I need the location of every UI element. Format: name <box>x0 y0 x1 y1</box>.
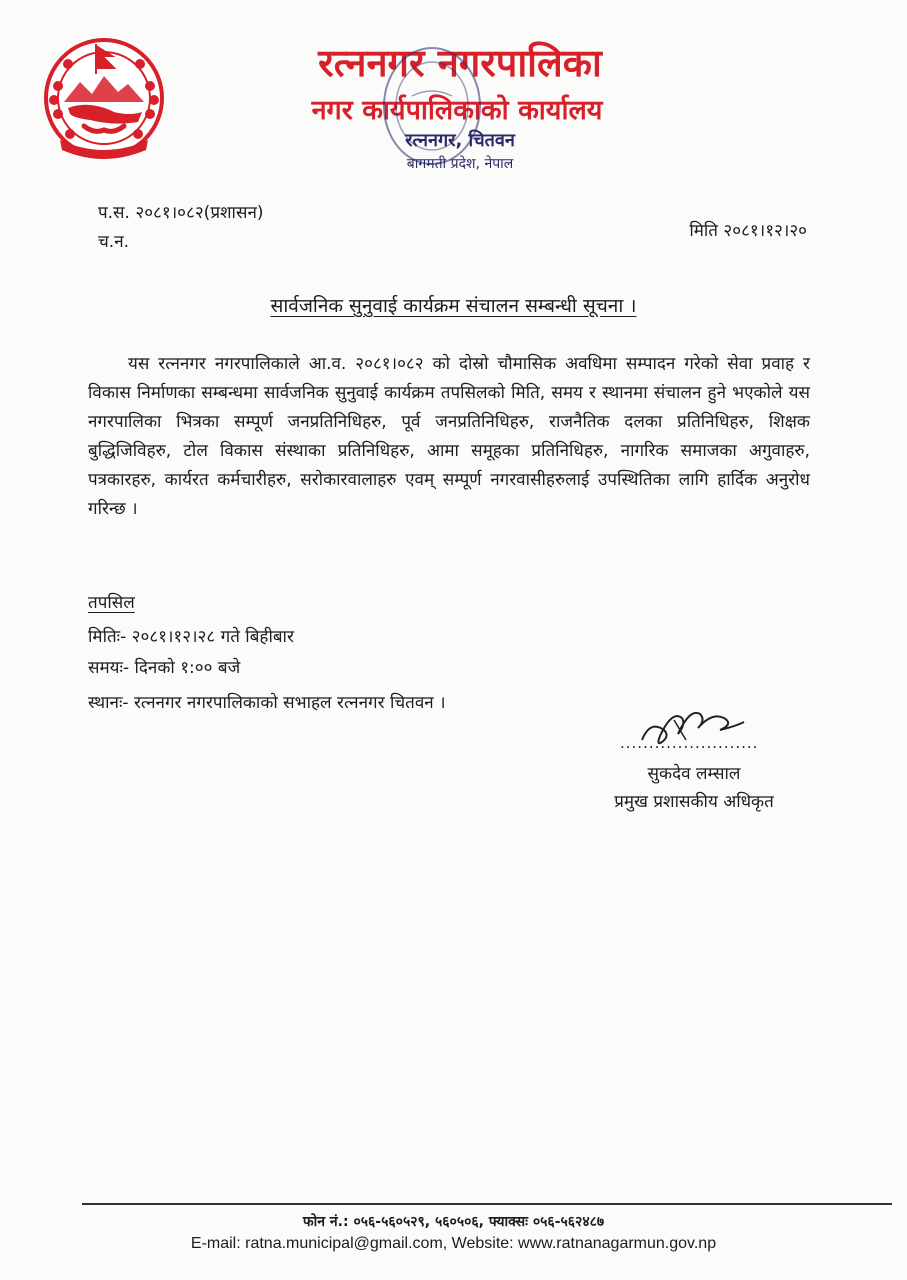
signatory-title: प्रमुख प्रशासकीय अधिकृत <box>614 792 774 812</box>
subject-line <box>0 292 907 320</box>
footer-phone: फोन नं.: ०५६-५६०५२९, ५६०५०६, फ्याक्सः ०५६-५६२४८७ <box>302 1214 605 1230</box>
details-heading: तपसिल <box>88 593 135 613</box>
event-date: मितिः- २०८१।१२।२८ गते बिहीबार <box>88 627 294 647</box>
subject-text: सार्वजनिक सुनुवाई कार्यक्रम संचालन सम्बन्धी सूचना । <box>270 295 637 317</box>
footer-divider <box>82 1203 892 1205</box>
event-time: समयः- दिनको १:०० बजे <box>88 658 241 678</box>
footer-contact: E-mail: ratna.municipal@gmail.com, Website: www.ratnanagarmun.gov.np <box>190 1235 717 1252</box>
signatory-name: सुकदेव लम्साल <box>647 764 741 784</box>
notice-body: यस रत्ननगर नगरपालिकाले आ.व. २०८१।०८२ को दोस्रो चौमासिक अवधिमा सम्पादन गरेको सेवा प्रवाह र विकास निर्माणका सम्बन्धमा सार्वजनिक सुनुवाई कार्यक्रम तपसिलको मिति, समय र स्थानमा संचालन हुने भएकोले यस नगरपालिका भित्रका सम्पूर्ण जनप्रतिनिधिहरु, पूर्व जनप्रतिनिधिहरु, राजनैतिक दलका प्रतिनिधिहरु, शिक्षक बुद्धिजिविहरु, टोल विकास संस्थाका प्रतिनिधिहरु, आमा समूहका प्रतिनिधिहरु, नागरिक समाजका अगुवाहरु, पत्रकारहरु, कार्यरत कर्मचारीहरु, सरोकारवालाहरु एवम् सम्पूर्ण नगरवासीहरुलाई उपस्थितिका लागि हार्दिक अनुरोध गरिन्छ । <box>88 354 810 519</box>
office-name: नगर कार्यपालिकाको कार्यालय <box>311 95 603 126</box>
address-line-1: रत्ननगर, चितवन <box>405 130 515 151</box>
letter-reference-number: प.स. २०८१।०८२(प्रशासन) <box>98 203 264 223</box>
signature-dots: ........................ <box>620 734 759 752</box>
organization-name: रत्ननगर नगरपालिका <box>318 41 602 85</box>
event-venue: स्थानः- रत्ननगर नगरपालिकाको सभाहल रत्ननगर चितवन । <box>88 693 446 713</box>
nepal-coat-of-arms-icon <box>40 34 168 162</box>
letter-date: मिति २०८१।१२।२० <box>689 221 807 241</box>
dispatch-number: च.न. <box>98 232 130 252</box>
address-line-2: बागमती प्रदेश, नेपाल <box>406 156 514 172</box>
